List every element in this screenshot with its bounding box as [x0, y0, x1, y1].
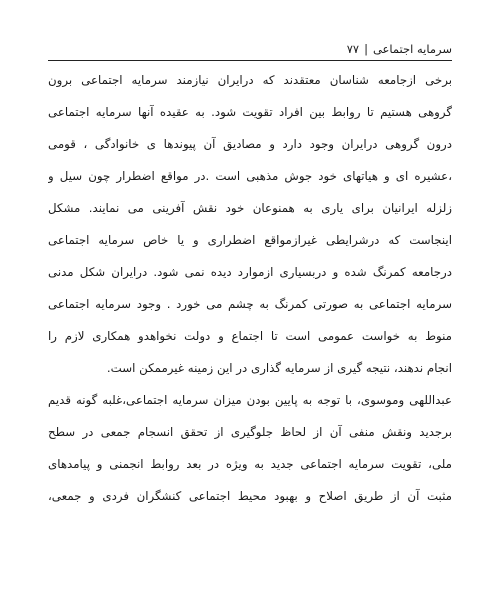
- body-line: درون گروهی درایران وجود دارد و مصادیق آن پیوندها ی خانوادگی ، قومی: [48, 137, 452, 151]
- header-separator: |: [364, 42, 368, 56]
- body-line: برخی ازجامعه شناسان معتقدند که درایران نیازمند سرمایه اجتماعی برون: [48, 73, 452, 87]
- body-line: اینجاست که درشرایطی غیرازمواقع اضطراری و یا خاص سرمایه اجتماعی: [48, 233, 452, 247]
- running-title: سرمایه اجتماعی: [372, 42, 452, 56]
- header-rule: [48, 60, 452, 61]
- body-line: برجدید ونقش منفی آن از لحاظ جلوگیری از تحقق انسجام جمعی در سطح: [48, 425, 452, 439]
- page-number: ۷۷: [346, 42, 360, 56]
- body-line: ،عشیره ای و هیاتهای خود جوش مذهبی است .در مواقع اضطرار چون سیل و: [48, 169, 452, 183]
- body-line: منوط به خواست عمومی است تا اجتماع و دولت نخواهدو همکاری لازم را: [48, 329, 452, 343]
- running-header: [48, 40, 452, 58]
- body-text: [48, 64, 452, 512]
- body-line: عبداللهی وموسوی، با توجه به پایین بودن میزان سرمایه اجتماعی،غلبه گونه قدیم: [48, 393, 452, 407]
- body-line: زلزله ایرانیان برای یاری به همنوعان خود نقش آفرینی می نمایند. مشکل: [48, 201, 452, 215]
- body-line: انجام ندهند، نتیجه گیری از سرمایه گذاری در این زمینه غیرممکن است.: [106, 361, 452, 375]
- body-line: ملی، تقویت سرمایه اجتماعی جدید به ویژه در بعد روابط انجمنی و پیامدهای: [48, 457, 452, 471]
- body-line: سرمایه اجتماعی به صورتی کمرنگ به چشم می خورد . وجود سرمایه اجتماعی: [48, 297, 452, 311]
- body-line: مثبت آن از طریق اصلاح و بهبود محیط اجتماعی کنشگران فردی و جمعی،: [48, 489, 452, 503]
- body-line: درجامعه کمرنگ شده و دربسیاری ازموارد دیده نمی شود. درایران شکل مدنی: [48, 265, 452, 279]
- body-line: گروهی هستیم تا روابط بین افراد تقویت شود. به عقیده آنها سرمایه اجتماعی: [48, 105, 452, 119]
